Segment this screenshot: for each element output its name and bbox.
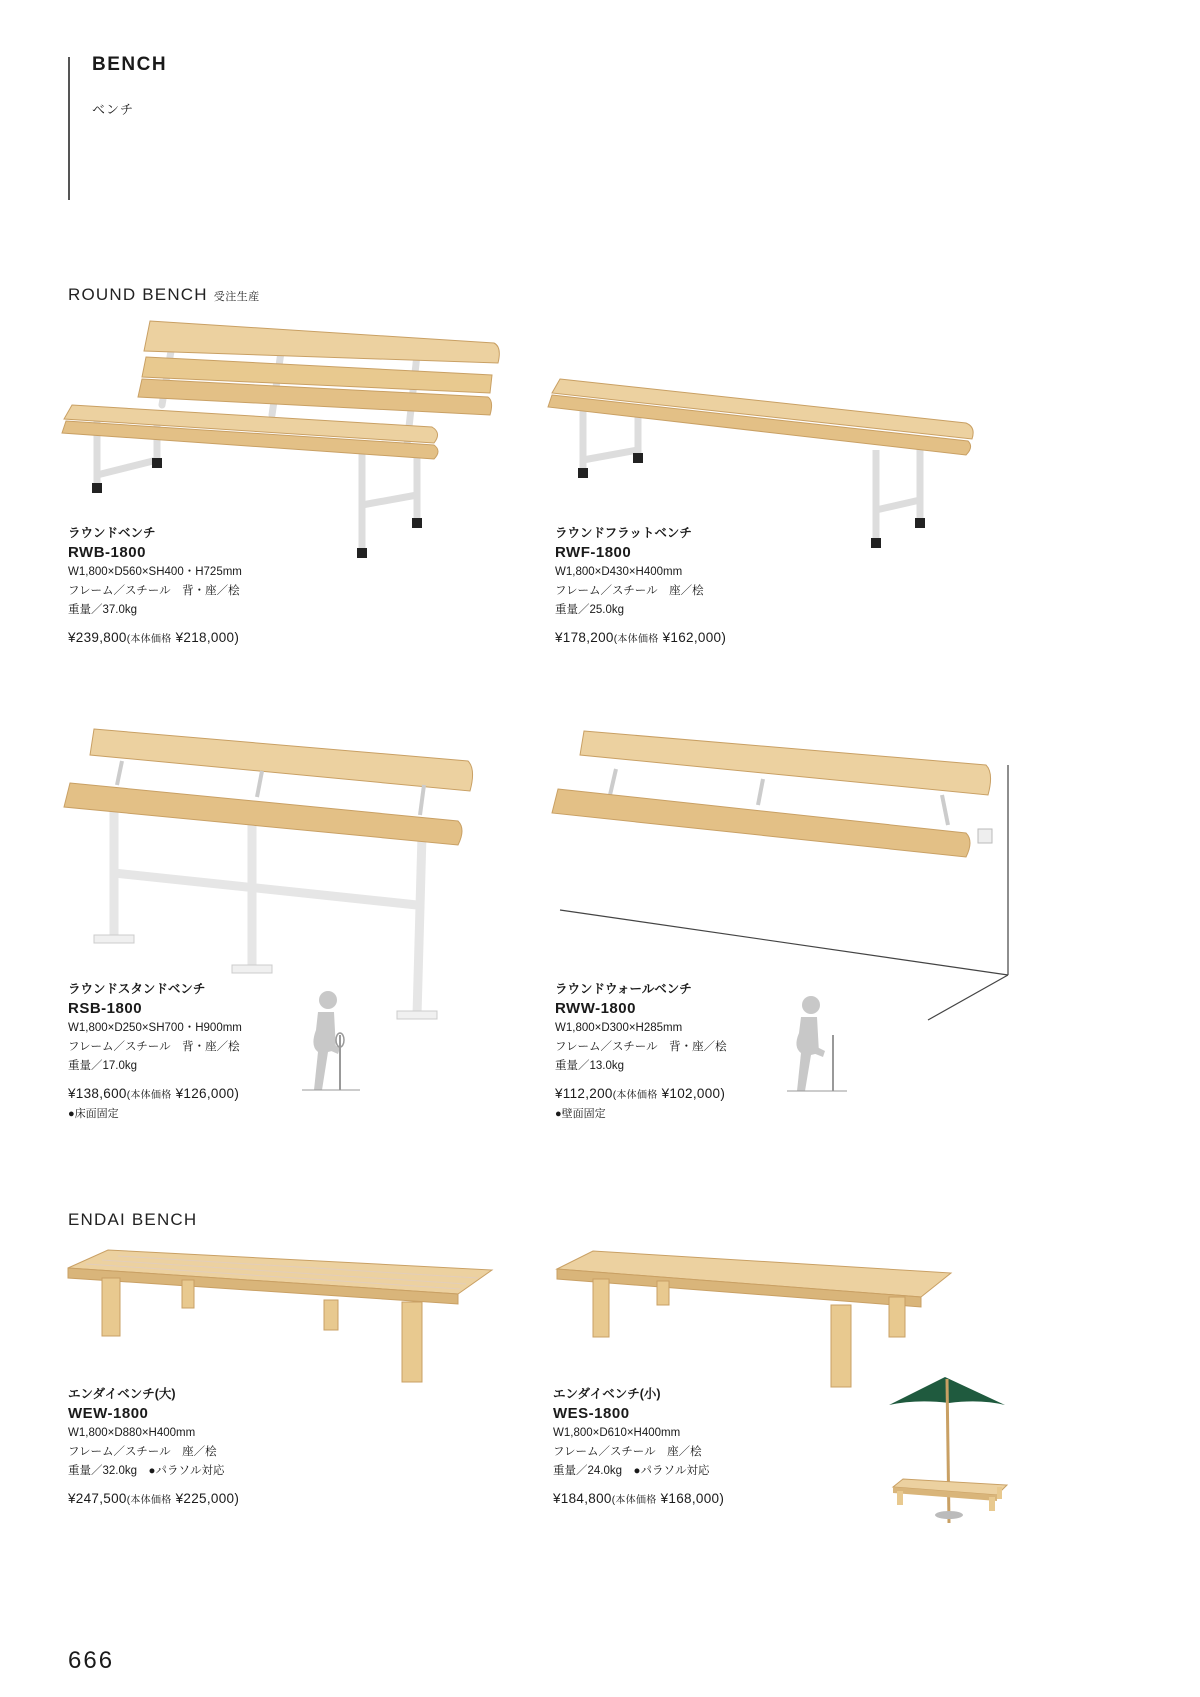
- product-name: エンダイベンチ(小): [553, 1387, 661, 1401]
- product-price: ¥184,800: [553, 1491, 612, 1506]
- product-weight: 重量／37.0kg: [68, 604, 138, 616]
- product-weight: 重量／32.0kg ●パラソル対応: [68, 1465, 225, 1477]
- product-size: W1,800×D250×SH700・H900mm: [68, 1022, 242, 1034]
- product-size: W1,800×D560×SH400・H725mm: [68, 566, 242, 578]
- product-name: ラウンドスタンドベンチ: [68, 982, 206, 996]
- product-size: W1,800×D300×H285mm: [555, 1022, 683, 1034]
- product-material: フレーム／スチール 座／桧: [553, 1446, 702, 1458]
- product-base-label: (本体価格: [126, 1090, 172, 1101]
- product-weight: 重量／13.0kg: [555, 1060, 625, 1072]
- product-price: ¥247,500: [68, 1491, 127, 1506]
- product-rww: [555, 980, 885, 1122]
- product-base-price: ¥225,000): [175, 1491, 240, 1506]
- product-price: ¥138,600: [68, 1086, 127, 1101]
- section-round-note: 受注生産: [213, 291, 260, 303]
- product-price-line: [555, 628, 885, 650]
- product-rwb: [68, 524, 398, 650]
- product-base-price: ¥162,000): [662, 630, 727, 645]
- section-endai-bench-title: ENDAI BENCH: [68, 1210, 198, 1229]
- product-rsb: [68, 980, 398, 1122]
- product-code: RWF-1800: [555, 544, 632, 561]
- product-base-label: (本体価格: [126, 634, 172, 645]
- product-base-label: (本体価格: [126, 1495, 172, 1506]
- product-note: ●壁面固定: [555, 1108, 606, 1120]
- product-base-label: (本体価格: [613, 634, 659, 645]
- product-price-line: [555, 1084, 885, 1106]
- product-price-line: [68, 628, 398, 650]
- product-base-price: ¥126,000): [175, 1086, 240, 1101]
- product-size: W1,800×D430×H400mm: [555, 566, 683, 578]
- product-code: RSB-1800: [68, 1000, 143, 1017]
- product-name: ラウンドベンチ: [68, 526, 156, 540]
- product-note: ●床面固定: [68, 1108, 119, 1120]
- product-price: ¥239,800: [68, 630, 127, 645]
- product-material: フレーム／スチール 背・座／桧: [555, 1041, 727, 1053]
- section-round-bench-title: [68, 285, 260, 305]
- product-code: WEW-1800: [68, 1405, 149, 1422]
- header-rule: [68, 57, 70, 200]
- product-size: W1,800×D610×H400mm: [553, 1427, 681, 1439]
- umbrella-figure: [885, 1375, 1015, 1535]
- product-image-wew: [62, 1240, 502, 1400]
- product-weight: 重量／25.0kg: [555, 604, 625, 616]
- page-number: 666: [68, 1647, 115, 1674]
- product-price-line: [553, 1489, 883, 1511]
- product-name: ラウンドウォールベンチ: [555, 982, 692, 996]
- product-rwf: [555, 524, 885, 650]
- product-base-price: ¥168,000): [660, 1491, 725, 1506]
- product-wew: [68, 1385, 398, 1511]
- product-base-price: ¥102,000): [661, 1086, 726, 1101]
- product-code: RWB-1800: [68, 544, 146, 561]
- product-material: フレーム／スチール 背・座／桧: [68, 585, 240, 597]
- product-price: ¥178,200: [555, 630, 614, 645]
- product-name: エンダイベンチ(大): [68, 1387, 176, 1401]
- category-title: BENCH: [92, 54, 168, 75]
- product-base-price: ¥218,000): [175, 630, 240, 645]
- product-price-line: [68, 1489, 398, 1511]
- product-price: ¥112,200: [555, 1086, 613, 1101]
- product-weight: 重量／24.0kg ●パラソル対応: [553, 1465, 710, 1477]
- section-round-title-text: ROUND BENCH: [68, 285, 208, 304]
- product-name: ラウンドフラットベンチ: [555, 526, 692, 540]
- product-price-line: [68, 1084, 398, 1106]
- product-wes: [553, 1385, 883, 1511]
- product-material: フレーム／スチール 背・座／桧: [68, 1041, 240, 1053]
- product-material: フレーム／スチール 座／桧: [68, 1446, 217, 1458]
- product-size: W1,800×D880×H400mm: [68, 1427, 196, 1439]
- product-material: フレーム／スチール 座／桧: [555, 585, 704, 597]
- product-base-label: (本体価格: [611, 1495, 657, 1506]
- product-code: WES-1800: [553, 1405, 630, 1422]
- product-base-label: (本体価格: [612, 1090, 658, 1101]
- product-weight: 重量／17.0kg: [68, 1060, 138, 1072]
- category-subtitle: ベンチ: [92, 102, 135, 117]
- product-code: RWW-1800: [555, 1000, 636, 1017]
